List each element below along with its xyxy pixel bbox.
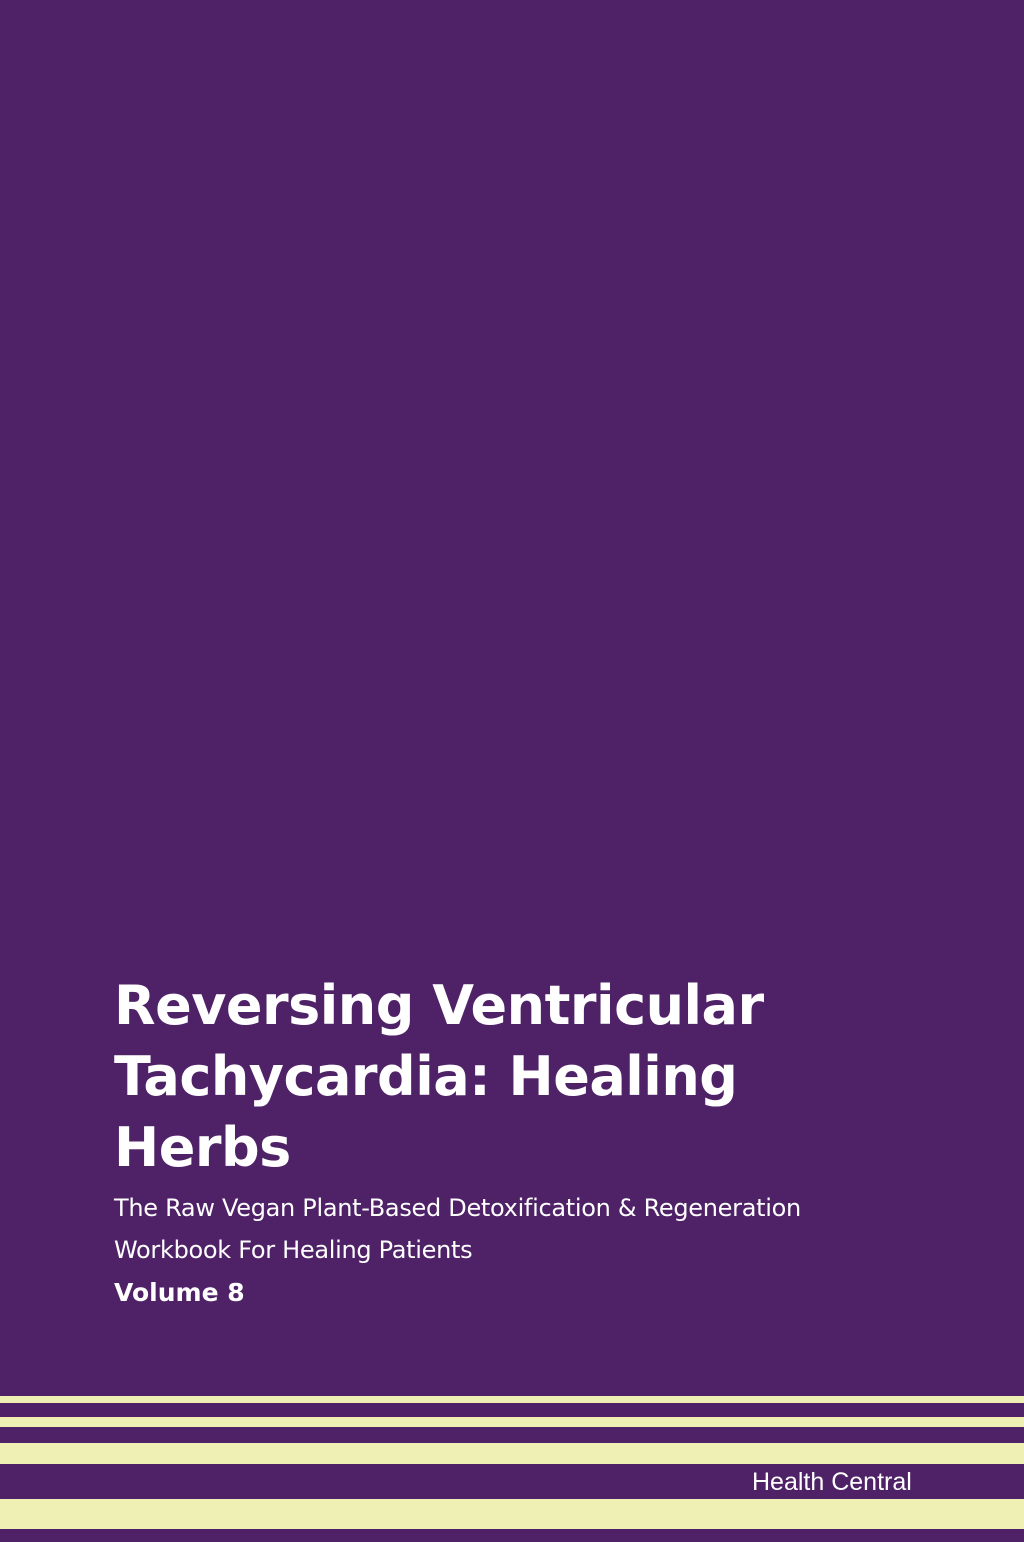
volume-label: Volume 8 <box>114 1278 245 1307</box>
publisher-name: Health Central <box>752 1468 912 1496</box>
book-subtitle-line-1: The Raw Vegan Plant-Based Detoxification & Regeneration <box>114 1194 801 1222</box>
decorative-stripe-4 <box>0 1499 1024 1529</box>
book-title-line-3: Herbs <box>114 1116 291 1179</box>
decorative-stripe-1 <box>0 1396 1024 1403</box>
book-title-line-1: Reversing Ventricular <box>114 974 764 1037</box>
title-block <box>114 970 834 1315</box>
book-title-line-2: Tachycardia: Healing <box>114 1045 738 1108</box>
decorative-stripe-3 <box>0 1443 1024 1464</box>
decorative-stripe-2 <box>0 1417 1024 1427</box>
book-subtitle-line-2: Workbook For Healing Patients <box>114 1236 473 1264</box>
subtitle-block <box>114 1187 834 1271</box>
